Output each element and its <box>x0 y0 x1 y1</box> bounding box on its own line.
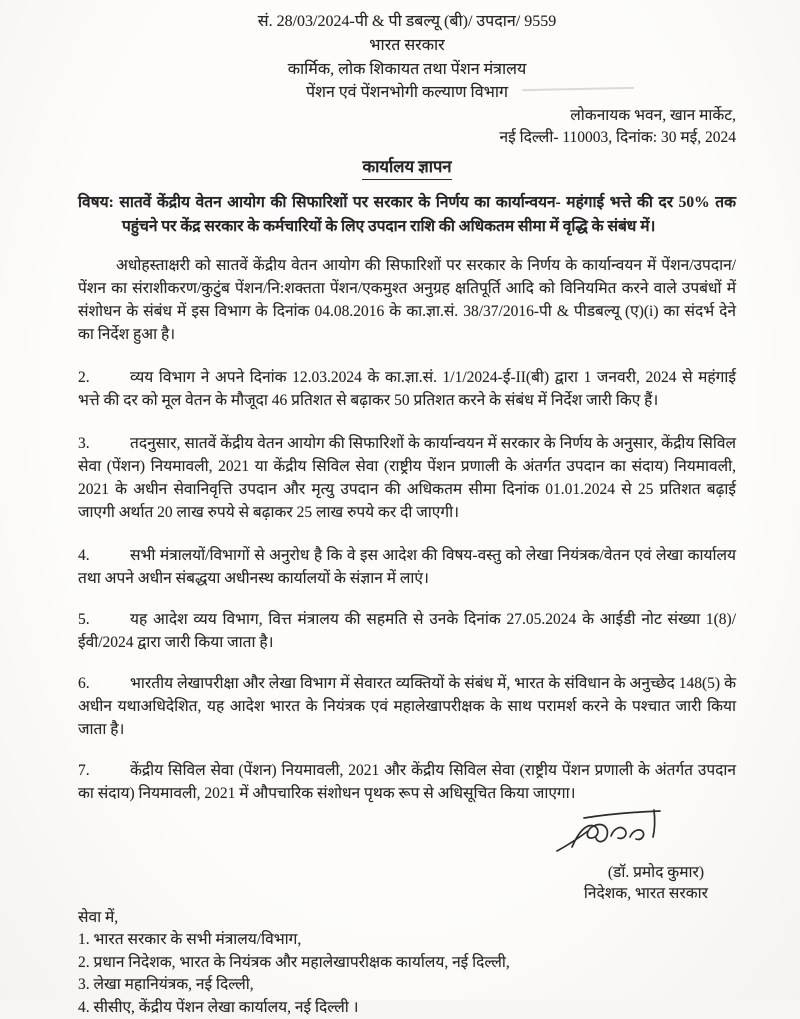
para-3 <box>78 432 736 524</box>
para-6 <box>78 672 736 741</box>
para-2 <box>78 366 736 412</box>
address-line-1: लोकनायक भवन, खान मार्केट, <box>78 105 736 127</box>
government-name: भारत सरकार <box>78 34 736 58</box>
distribution-item-3: 3. लेखा महानियंत्रक, नई दिल्ली, <box>78 974 736 997</box>
distribution-item-4: 4. सीसीए, केंद्रीय पेंशन लेखा कार्यालय, नई दिल्ली । <box>78 997 736 1019</box>
para-7-number: 7. <box>78 759 130 782</box>
ref-number: सं. 28/03/2024-पी & पी डबल्यू (बी)/ उपदान/ 9559 <box>78 10 736 34</box>
para-1: अधोहस्ताक्षरी को सातवें केंद्रीय वेतन आयोग की सिफारिशों पर सरकार के निर्णय के कार्यान्वयन में पेंशन/उपदान/पेंशन का संराशीकरण/कुटुंब पेंशन/नि:शक्तता पेंशन/एकमुश्त अनुग्रह क्षतिपूर्ति आदि को विनियमित करने वाले उपबंधों में संशोधन के संबंध में इस विभाग के दिनांक 04.08.2016 के का.ज्ञा.सं. 38/37/2016-पी & पीडबल्यू (ए)(i) का संदर्भ देने का निर्देश हुआ है। <box>78 254 736 346</box>
para-7 <box>78 759 736 805</box>
distribution-salutation: सेवा में, <box>78 907 736 930</box>
para-5 <box>78 608 736 654</box>
para-4 <box>78 544 736 590</box>
handwritten-signature-icon <box>554 807 686 857</box>
signatory-name: (डॉ. प्रमोद कुमार) <box>78 862 708 883</box>
para-2-number: 2. <box>78 366 130 389</box>
distribution-item-2: 2. प्रधान निदेशक, भारत के नियंत्रक और महालेखापरीक्षक कार्यालय, नई दिल्ली, <box>78 952 736 975</box>
para-4-number: 4. <box>78 544 130 567</box>
para-3-text: तदनुसार, सातवें केंद्रीय वेतन आयोग की सिफारिशों के कार्यान्वयन में सरकार के निर्णय के अनुसार, केंद्रीय सिविल सेवा (पेंशन) नियमावली, 2021 या केंद्रीय सिविल सेवा (राष्ट्रीय पेंशन प्रणाली के अंतर्गत उपदान का संदाय) नियमावली, 2021 के अधीन सेवानिवृत्ति उपदान और मृत्यु उपदान की अधिकतम सीमा दिनांक 01.01.2024 से 25 प्रतिशत बढ़ाई जाएगी अर्थात 20 लाख रुपये से बढ़ाकर 25 लाख रुपये कर दी जाएगी। <box>78 435 736 521</box>
address-line-2: नई दिल्ली- 110003, दिनांक: 30 मई, 2024 <box>78 127 736 149</box>
distribution-item-1: 1. भारत सरकार के सभी मंत्रालय/विभाग, <box>78 929 736 952</box>
para-2-text: व्यय विभाग ने अपने दिनांक 12.03.2024 के का.ज्ञा.सं. 1/1/2024-ई-II(बी) द्वारा 1 जनवरी, 2024 से महंगाई भत्ते की दर को मूल वेतन के मौजूदा 46 प्रतिशत से बढ़ाकर 50 प्रतिशत करने के संबंध में निर्देश जारी किए हैं। <box>78 369 736 409</box>
memo-title-row <box>78 149 736 180</box>
para-3-number: 3. <box>78 432 130 455</box>
department-name: पेंशन एवं पेंशनभोगी कल्याण विभाग <box>78 81 736 105</box>
para-6-number: 6. <box>78 672 130 695</box>
para-4-text: सभी मंत्रालयों/विभागों से अनुरोध है कि वे इस आदेश की विषय-वस्तु को लेखा नियंत्रक/वेतन एवं लेखा कार्यालय तथा अपने अधीन संबद्धया अधीनस्थ कार्यालयों के संज्ञान में लाएं। <box>78 547 736 587</box>
para-6-text: भारतीय लेखापरीक्षा और लेखा विभाग में सेवारत व्यक्तियों के संबंध में, भारत के संविधान के अनुच्छेद 148(5) के अधीन यथाअधिदेशित, यह आदेश भारत के नियंत्रक एवं महालेखापरीक्षक के साथ परामर्श करने के पश्चात जारी किया जाता है। <box>78 675 736 738</box>
signatory-designation: निदेशक, भारत सरकार <box>78 883 708 904</box>
para-5-number: 5. <box>78 608 130 631</box>
signature-block <box>78 807 736 904</box>
para-5-text: यह आदेश व्यय विभाग, वित्त मंत्रालय की सहमति से उनके दिनांक 27.05.2024 के आईडी नोट संख्या 1(8)/ईवी/2024 द्वारा जारी किया जाता है। <box>78 611 736 651</box>
distribution-list <box>78 907 736 1019</box>
ministry-name: कार्मिक, लोक शिकायत तथा पेंशन मंत्रालय <box>78 58 736 82</box>
para-7-text: केंद्रीय सिविल सेवा (पेंशन) नियमावली, 2021 और केंद्रीय सिविल सेवा (राष्ट्रीय पेंशन प्रणाली के अंतर्गत उपदान का संदाय) नियमावली, 2021 में औपचारिक संशोधन पृथक रूप से अधिसूचित किया जाएगा। <box>78 762 736 802</box>
memo-title: कार्यालय ज्ञापन <box>362 156 451 180</box>
subject-line: विषय: सातवें केंद्रीय वेतन आयोग की सिफारिशों पर सरकार के निर्णय का कार्यान्वयन- महंगाई भत्ते की दर 50% तक पहुंचने पर केंद्र सरकार के कर्मचारियों के लिए उपदान राशि की अधिकतम सीमा में वृद्धि के संबंध में। <box>78 191 736 239</box>
